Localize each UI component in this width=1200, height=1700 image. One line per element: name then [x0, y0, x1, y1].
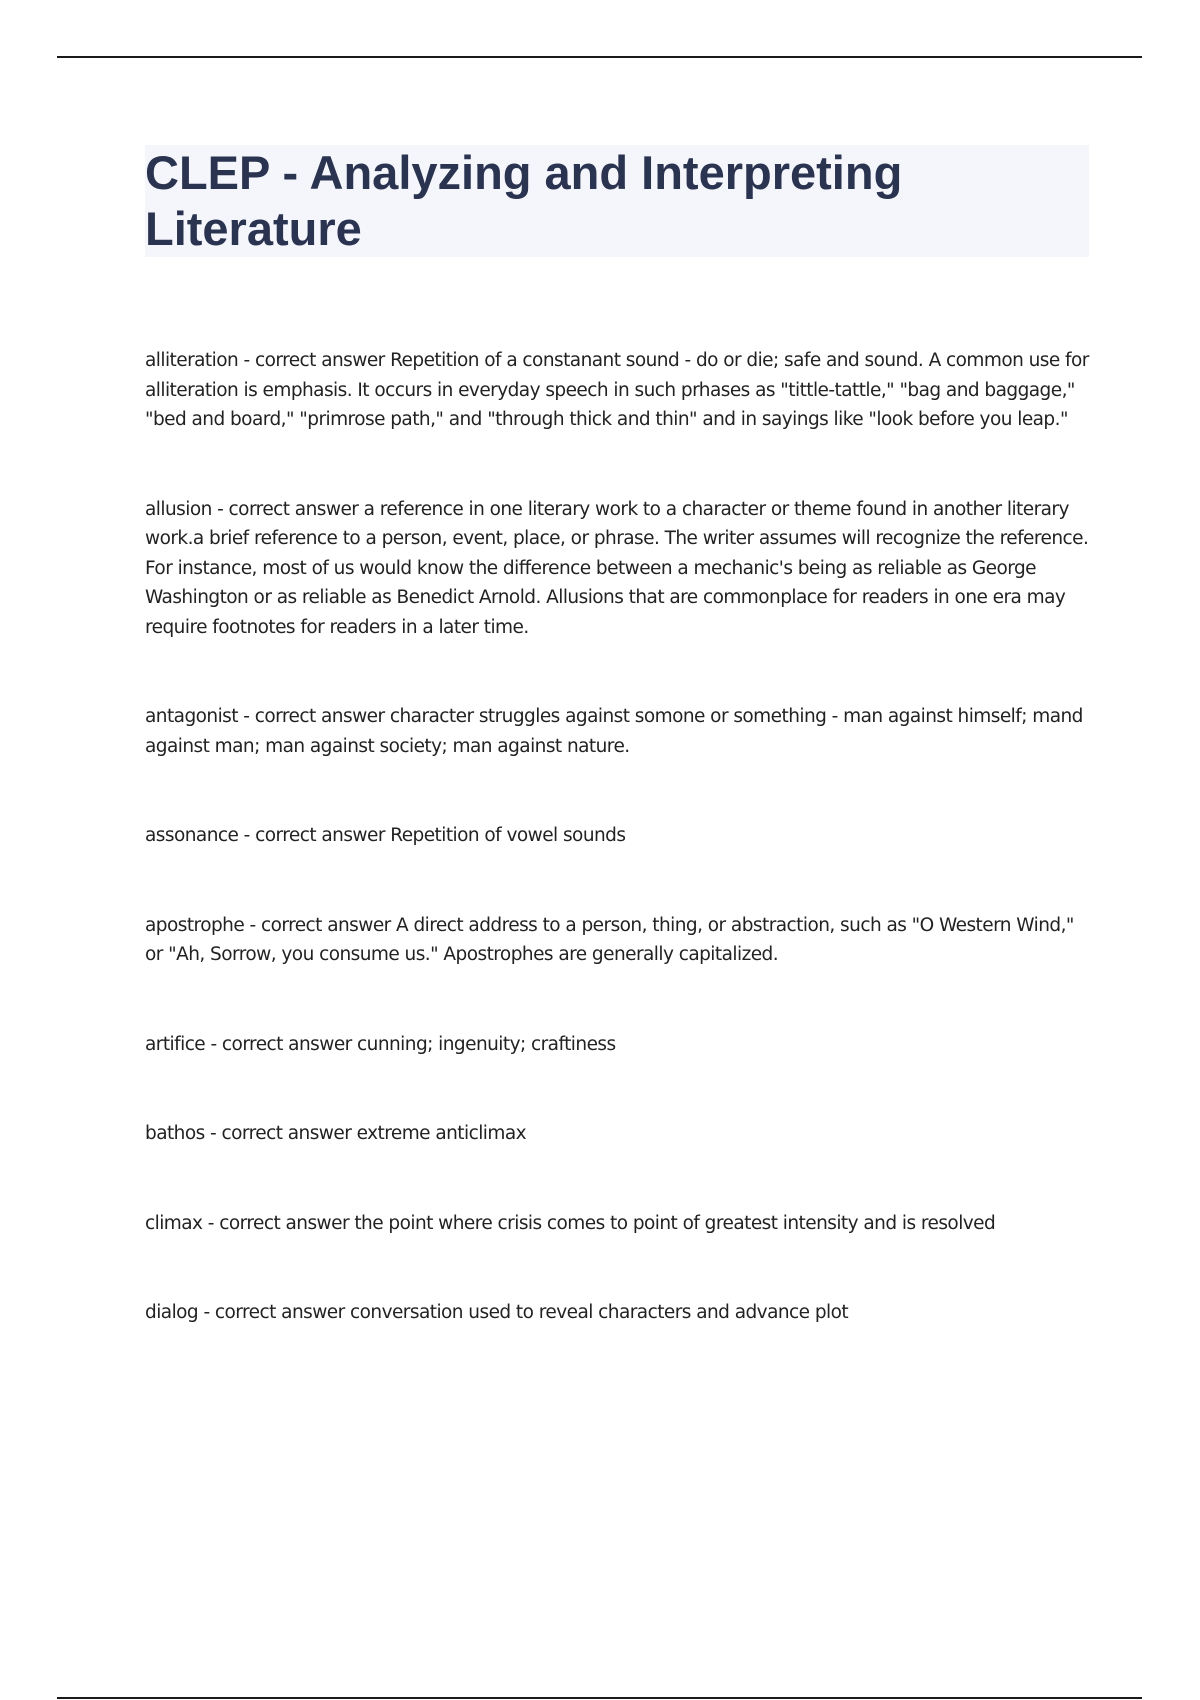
- entry-artifice: artifice - correct answer cunning; ingenuity; craftiness: [145, 1033, 616, 1055]
- entry-apostrophe: apostrophe - correct answer A direct address to a person, thing, or abstraction, such as "O Western Wind," or "Ah, Sorrow, you consume us." Apostrophes are generally capitalized.: [145, 914, 1074, 965]
- entry-antagonist: antagonist - correct answer character struggles against somone or something - man against himself; mand against man; man against society; man against nature.: [145, 706, 1083, 757]
- entry-climax: climax - correct answer the point where crisis comes to point of greatest intensity and is resolved: [145, 1212, 996, 1234]
- entry-alliteration: alliteration - correct answer Repetition of a constanant sound - do or die; safe and sound. A common use for alliteration is emphasis. It occurs in everyday speech in such prhases as "tittle-tattle," "bag and baggage," "bed and board," "primrose path," and "through thick and thin" and in sayings like "look before you leap.": [145, 350, 1089, 430]
- title-banner: [145, 145, 1089, 257]
- page-title: CLEP - Analyzing and Interpreting Literature: [145, 146, 903, 255]
- bottom-rule: [57, 1697, 1142, 1699]
- entry-list: [145, 346, 1090, 1328]
- top-rule: [57, 56, 1142, 58]
- entry-bathos: bathos - correct answer extreme anticlimax: [145, 1123, 527, 1144]
- entry-dialog: dialog - correct answer conversation used to reveal characters and advance plot: [145, 1302, 849, 1323]
- entry-assonance: assonance - correct answer Repetition of vowel sounds: [145, 825, 626, 846]
- entry-allusion: allusion - correct answer a reference in one literary work to a character or theme found in another literary work.a brief reference to a person, event, place, or phrase. The writer assumes will recognize the reference. For instance, most of us would know the difference between a mechanic's being as reliable as George Washington or as reliable as Benedict Arnold. Allusions that are commonplace for readers in one era may require footnotes for readers in a later time.: [145, 498, 1089, 638]
